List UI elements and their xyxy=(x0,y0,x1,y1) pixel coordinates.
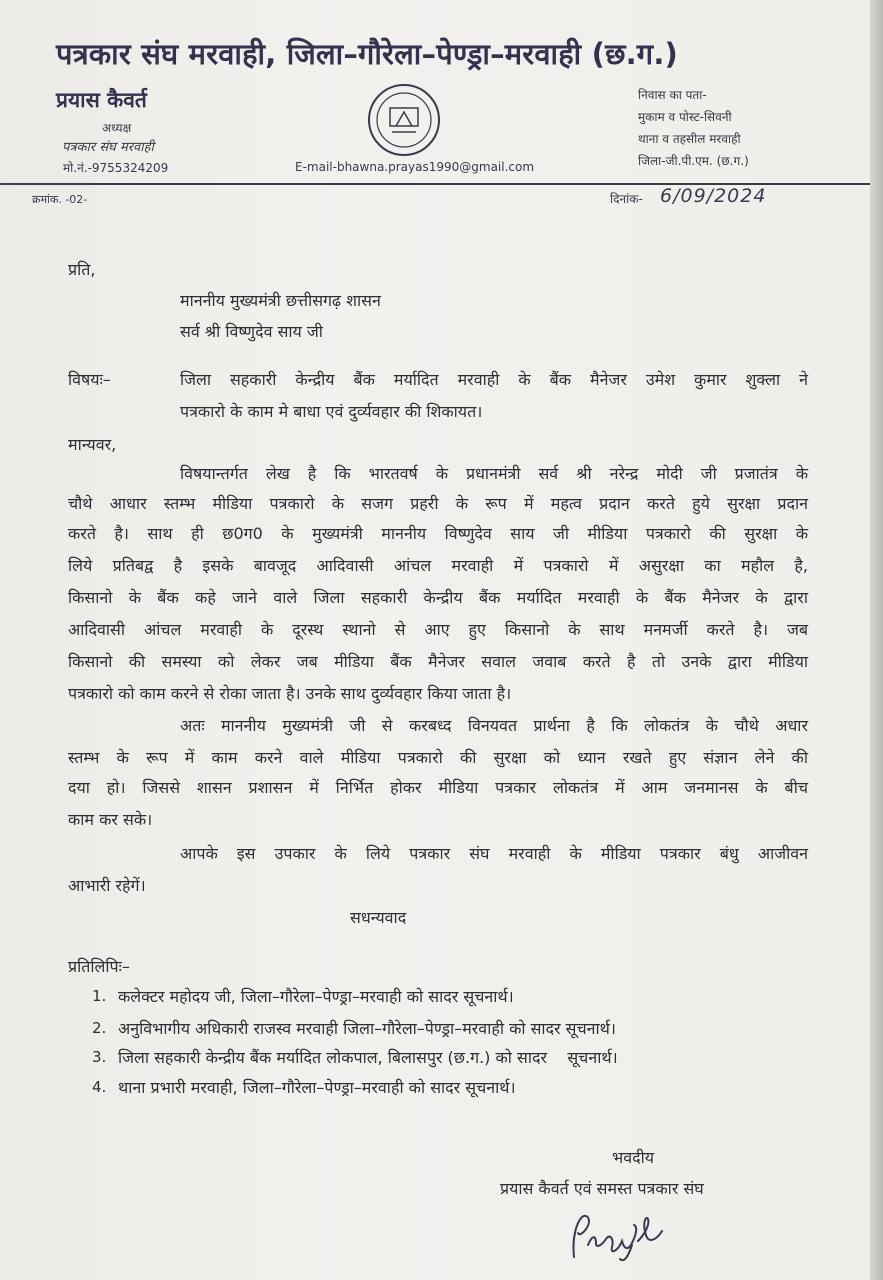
body-line: आपके इस उपकार के लिये पत्रकार संघ मरवाही के मीडिया पत्रकार बंधु आजीवन xyxy=(180,844,808,863)
cc-item: जिला सहकारी केन्द्रीय बैंक मर्यादित लोकपाल, बिलासपुर (छ.ग.) को सादर सूचनार्थ। xyxy=(118,1048,618,1067)
mobile-number: मो.नं.-9755324209 xyxy=(63,161,169,175)
president-organization: पत्रकार संघ मरवाही xyxy=(62,140,154,155)
recipient-line: सर्व श्री विष्णुदेव साय जी xyxy=(180,322,323,341)
body-line: करते है। साथ ही छ0ग0 के मुख्यमंत्री माननीय विष्णुदेव साय जी मीडिया पत्रकारो की सुरक्षा के xyxy=(68,524,808,543)
email-address: E-mail-bhawna.prayas1990@gmail.com xyxy=(295,160,535,174)
organization-logo xyxy=(366,82,442,158)
address-line: थाना व तहसील मरवाही xyxy=(638,132,741,146)
body-line: स्तम्भ के रूप में काम करने वाले मीडिया पत्रकारो की सुरक्षा को ध्यान रखते हुए संज्ञान लेने की xyxy=(68,748,808,767)
handwritten-signature xyxy=(566,1205,676,1267)
body-line: विषयान्तर्गत लेख है कि भारतवर्ष के प्रधानमंत्री सर्व श्री नरेन्द्र मोदी जी प्रजातंत्र के xyxy=(180,464,808,483)
thanks-line: सधन्यवाद xyxy=(350,908,407,927)
president-name: प्रयास कैवर्त xyxy=(56,88,147,112)
address-line: निवास का पता- xyxy=(638,88,707,102)
address-line: जिला-जी.पी.एम. (छ.ग.) xyxy=(638,154,749,168)
salutation: मान्यवर, xyxy=(68,435,117,454)
cc-item: अनुविभागीय अधिकारी राजस्व मरवाही जिला–गौरेला–पेण्ड्रा–मरवाही को सादर सूचनार्थ। xyxy=(118,1019,616,1038)
paper-edge xyxy=(870,0,883,1280)
body-line: चौथे आधार स्तम्भ मीडिया पत्रकारो के सजग प्रहरी के रूप में महत्व प्रदान करते हुये सुरक्षा प्रदान xyxy=(68,494,808,513)
body-line: किसानो के बैंक कहे जाने वाले जिला सहकारी केन्द्रीय बैंक मर्यादित मरवाही के बैंक मैनेजर के द्वारा xyxy=(68,588,808,607)
subject-label: विषयः– xyxy=(68,370,111,389)
body-line: आभारी रहेगें। xyxy=(68,876,146,895)
to-label: प्रति, xyxy=(68,260,96,279)
body-line: किसानो की समस्या को लेकर जब मीडिया बैंक मैनेजर सवाल जवाब करते है तो उनके द्वारा मीडिया xyxy=(68,652,808,671)
body-line: आदिवासी आंचल मरवाही के दूरस्थ स्थानो से आए हुए किसानो के साथ मनमर्जी करते है। जब xyxy=(68,620,808,639)
president-role: अध्यक्ष xyxy=(102,121,132,135)
cc-item-number: 4. xyxy=(92,1078,107,1096)
cc-item-number: 3. xyxy=(92,1048,107,1066)
date-label: दिनांक- xyxy=(610,192,643,206)
cc-label: प्रतिलिपिः– xyxy=(68,957,130,976)
body-line: लिये प्रतिबद्व है इसके बावजूद आदिवासी आंचल मरवाही में पत्रकारो में असुरक्षा का महौल है, xyxy=(68,556,808,575)
date-value: 6/09/2024 xyxy=(660,185,767,207)
reference-number: क्रमांक. -02- xyxy=(32,193,88,206)
body-line: अतः माननीय मुख्यमंत्री जी से करबध्द विनयवत प्रार्थना है कि लोकतंत्र के चौथे अधार xyxy=(180,716,808,735)
body-line: दया हो। जिससे शासन प्रशासन में निर्भित होकर मीडिया पत्रकार लोकतंत्र में आम जनमानस के बीच xyxy=(68,778,808,797)
subject-line: पत्रकारो के काम मे बाधा एवं दुर्व्यवहार की शिकायत। xyxy=(180,402,483,421)
signatory: प्रयास कैवर्त एवं समस्त पत्रकार संघ xyxy=(500,1179,704,1198)
subject-line: जिला सहकारी केन्द्रीय बैंक मर्यादित मरवाही के बैंक मैनेजर उमेश कुमार शुक्ला ने xyxy=(180,370,808,389)
cc-item-number: 2. xyxy=(92,1019,107,1037)
address-line: मुकाम व पोस्ट-सिवनी xyxy=(638,110,732,124)
cc-item: कलेक्टर महोदय जी, जिला–गौरेला–पेण्ड्रा–मरवाही को सादर सूचनार्थ। xyxy=(118,987,514,1006)
organization-name: पत्रकार संघ मरवाही, जिला–गौरेला–पेण्ड्रा–मरवाही (छ.ग.) xyxy=(56,37,679,71)
closing: भवदीय xyxy=(612,1148,655,1167)
cc-item-number: 1. xyxy=(92,987,107,1005)
cc-item: थाना प्रभारी मरवाही, जिला–गौरेला–पेण्ड्रा–मरवाही को सादर सूचनार्थ। xyxy=(118,1078,516,1097)
body-line: काम कर सके। xyxy=(68,810,153,829)
recipient-line: माननीय मुख्यमंत्री छत्तीसगढ़ शासन xyxy=(180,291,381,310)
body-line: पत्रकारो को काम करने से रोका जाता है। उनके साथ दुर्व्यवहार किया जाता है। xyxy=(68,684,512,703)
